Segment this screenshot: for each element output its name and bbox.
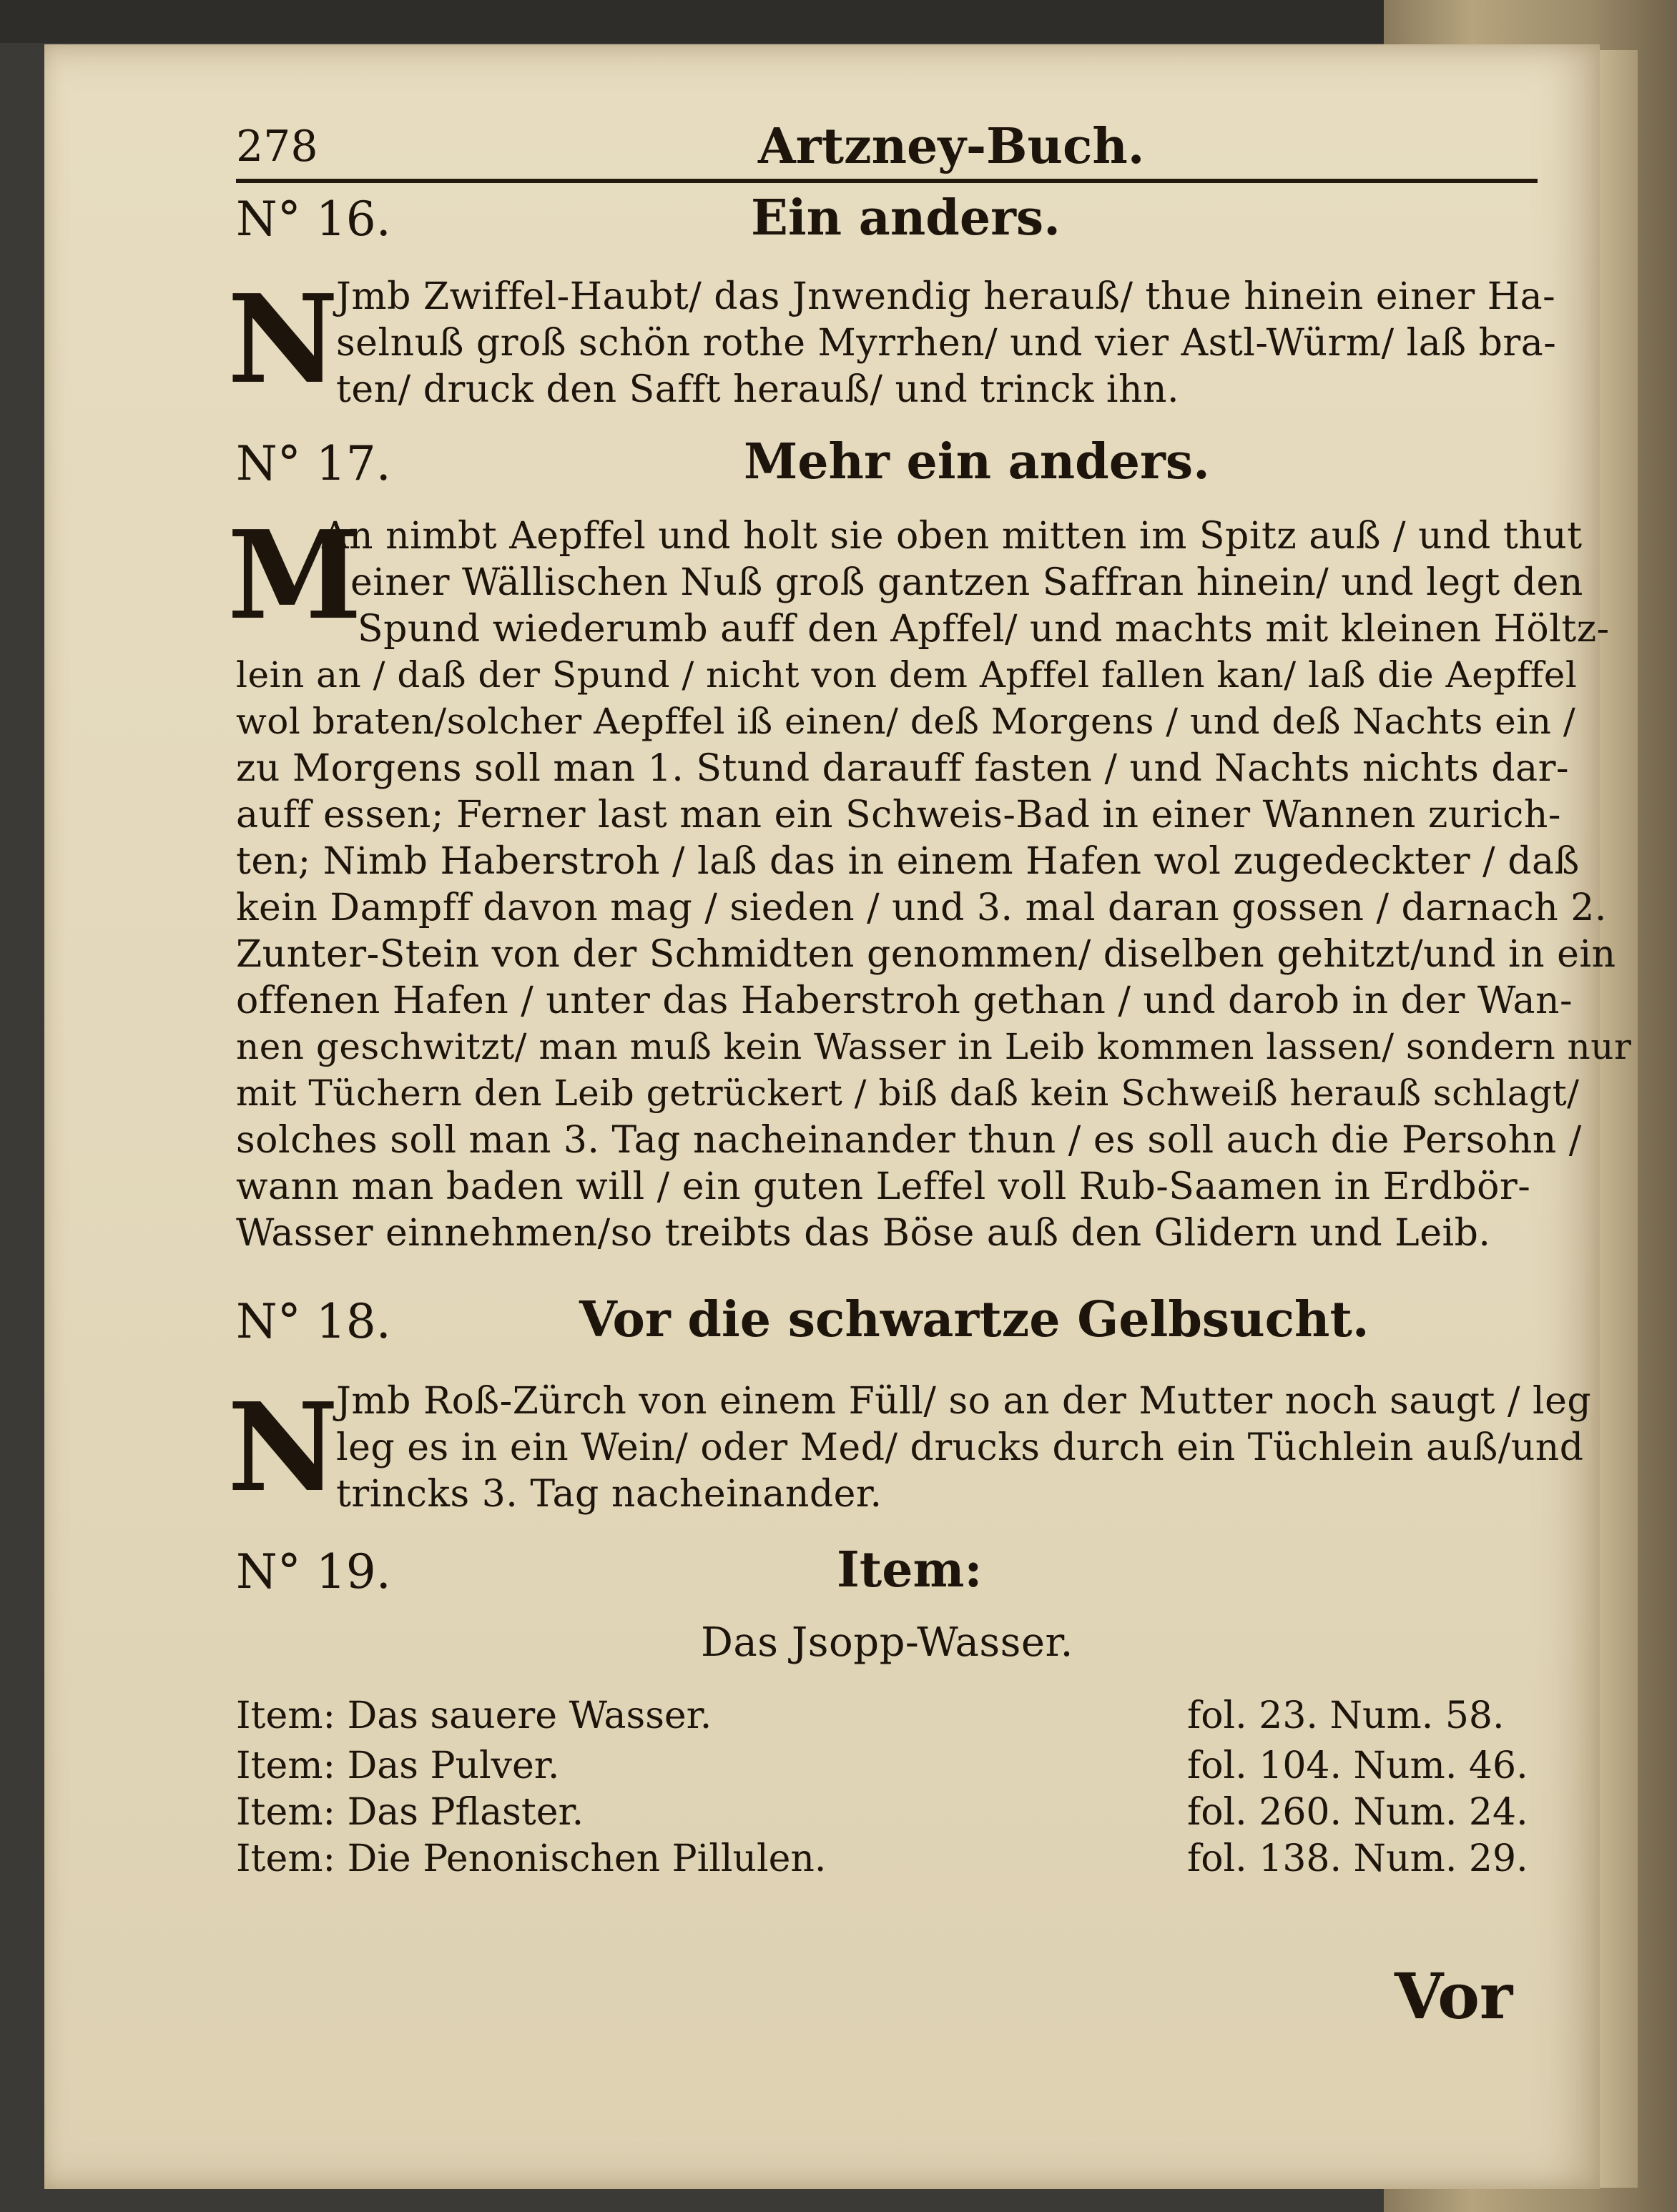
recipe-title: Vor die schwartze Gelbsucht.: [579, 1291, 1369, 1348]
recipe-subtitle: Das Jsopp-Wasser.: [701, 1619, 1073, 1666]
recipe-number: N° 16.: [236, 192, 391, 247]
text-line: zu Morgens soll man 1. Stund darauff fasten / und Nachts nichts dar-: [236, 747, 1570, 790]
reference-row: [236, 1744, 1538, 1792]
text-line: Wasser einnehmen/so treibts das Böse auß den Glidern und Leib.: [236, 1212, 1491, 1255]
reference-label: Item: Das Pflaster.: [236, 1791, 584, 1834]
header-rule: [236, 179, 1538, 183]
page-number: 278: [236, 122, 318, 172]
drop-cap: M: [227, 504, 363, 647]
drop-cap: N: [227, 268, 339, 411]
text-line: offenen Hafen / unter das Haberstroh gethan / und darob in der Wan-: [236, 979, 1573, 1022]
text-line: Spund wiederumb auff den Apffel/ und machts mit kleinen Höltz-: [358, 608, 1610, 651]
reference-folio: fol. 23. Num. 58.: [1187, 1694, 1505, 1737]
text-line: selnuß groß schön rothe Myrrhen/ und vier Astl-Würm/ laß bra-: [336, 322, 1557, 365]
text-line: ten; Nimb Haberstroh / laß das in einem Hafen wol zugedeckter / daß: [236, 840, 1580, 883]
catchword: Vor: [1395, 1959, 1513, 2033]
reference-label: Item: Das sauere Wasser.: [236, 1694, 712, 1737]
recipe-number: N° 18.: [236, 1294, 391, 1349]
text-line: wol braten/solcher Aepffel iß einen/ deß Morgens / und deß Nachts ein /: [236, 701, 1576, 742]
text-line: ten/ druck den Safft herauß/ und trinck ihn.: [336, 368, 1179, 411]
text-line: leg es in ein Wein/ oder Med/ drucks durch ein Tüchlein auß/und: [336, 1426, 1584, 1469]
text-line: mit Tüchern den Leib getrückert / biß daß kein Schweiß herauß schlagt/: [236, 1072, 1580, 1114]
text-line: solches soll man 3. Tag nacheinander thun / es soll auch die Persohn /: [236, 1119, 1582, 1162]
text-line: nen geschwitzt/ man muß kein Wasser in Leib kommen lassen/ sondern nur: [236, 1026, 1632, 1067]
text-line: auff essen; Ferner last man ein Schweis-Bad in einer Wannen zurich-: [236, 794, 1561, 836]
recipe-title: Mehr ein anders.: [744, 433, 1210, 490]
reference-row: [236, 1694, 1538, 1742]
reference-folio: fol. 260. Num. 24.: [1187, 1791, 1528, 1834]
text-line: Jmb Zwiffel-Haubt/ das Jnwendig herauß/ thue hinein einer Ha-: [336, 275, 1556, 318]
running-title: Artzney-Buch.: [758, 118, 1145, 175]
text-line: kein Dampff davon mag / sieden / und 3. mal daran gossen / darnach 2.: [236, 887, 1607, 929]
recipe-number: N° 19.: [236, 1544, 391, 1599]
text-line: Jmb Roß-Zürch von einem Füll/ so an der Mutter noch saugt / leg: [336, 1380, 1592, 1423]
text-line: trincks 3. Tag nacheinander.: [336, 1473, 882, 1516]
reference-folio: fol. 104. Num. 46.: [1187, 1744, 1528, 1787]
page-fore-edge: [1595, 50, 1638, 2188]
text-line: Zunter-Stein von der Schmidten genommen/ diselben gehitzt/und in ein: [236, 933, 1616, 976]
reference-label: Item: Das Pulver.: [236, 1744, 560, 1787]
text-line: einer Wällischen Nuß groß gantzen Saffran hinein/ und legt den: [350, 561, 1583, 604]
recipe-title: Ein anders.: [751, 189, 1061, 247]
recipe-title: Item:: [837, 1541, 983, 1599]
reference-row: [236, 1837, 1538, 1885]
reference-folio: fol. 138. Num. 29.: [1187, 1837, 1528, 1880]
drop-cap: N: [227, 1376, 339, 1519]
recipe-number: N° 17.: [236, 436, 391, 491]
reference-label: Item: Die Penonischen Pillulen.: [236, 1837, 827, 1880]
text-line: An nimbt Aepffel und holt sie oben mitten im Spitz auß / und thut: [322, 515, 1583, 558]
text-line: wann man baden will / ein guten Leffel voll Rub-Saamen in Erdbör-: [236, 1165, 1531, 1208]
text-line: lein an / daß der Spund / nicht von dem Apffel fallen kan/ laß die Aepffel: [236, 654, 1578, 696]
reference-row: [236, 1791, 1538, 1838]
